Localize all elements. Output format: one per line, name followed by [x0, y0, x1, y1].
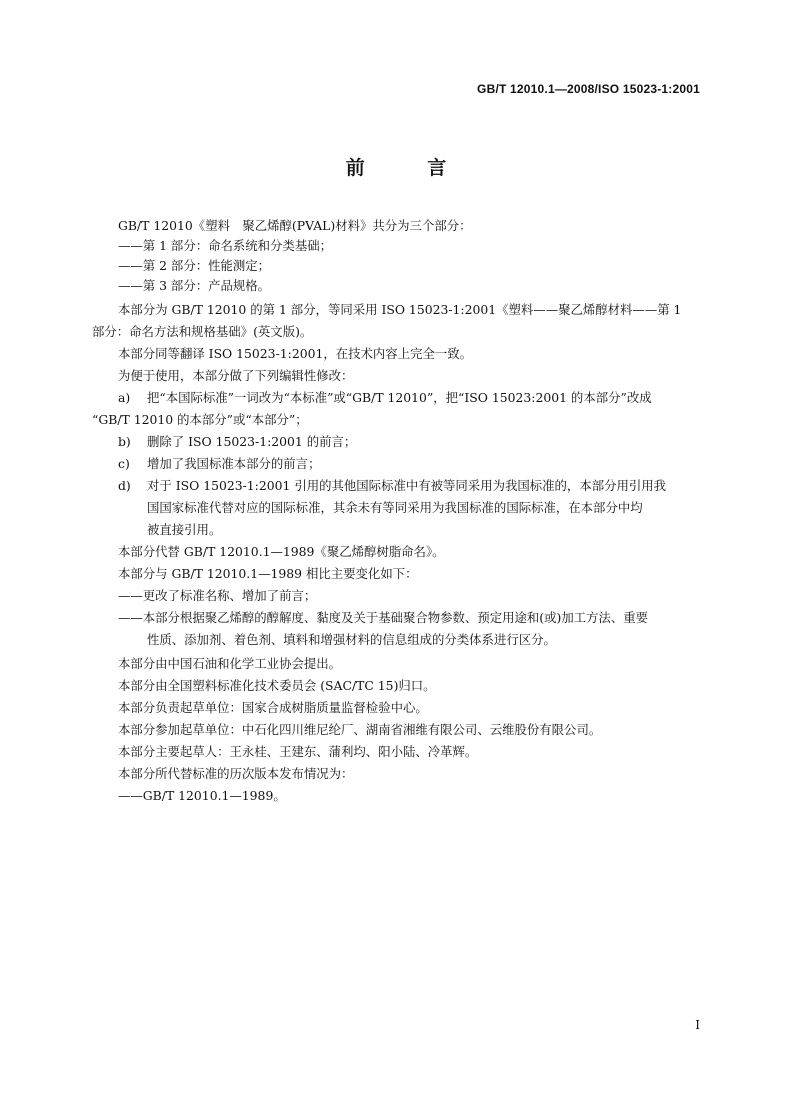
list-item-part1: ——第 1 部分：命名系统和分类基础；: [118, 238, 333, 253]
change-item-1: ——更改了标准名称、增加了前言；: [118, 588, 317, 603]
list-item-c: [118, 454, 320, 474]
page-title: 前 言: [345, 157, 475, 179]
drafters-paragraph: 本部分主要起草人：王永桂、王建东、蒲利均、阳小陆、冷革辉。: [118, 744, 478, 759]
adoption-paragraph-line1: 本部分为 GB/T 12010 的第 1 部分，等同采用 ISO 15023-1:2001《塑料——聚乙烯醇材料——第 1: [118, 302, 682, 317]
translation-paragraph: 本部分同等翻译 ISO 15023-1:2001，在技术内容上完全一致。: [118, 346, 473, 361]
list-item-a: [118, 388, 652, 408]
list-label-c: c): [118, 456, 130, 471]
drafting-unit-paragraph: 本部分负责起草单位：国家合成树脂质量监督检验中心。: [118, 700, 428, 715]
list-item-d: [118, 476, 666, 496]
list-item-b: [118, 432, 356, 452]
list-text-d-line2: 国国家标准代替对应的国际标准，其余未有等同采用为我国标准的国际标准，在本部分中均: [147, 500, 643, 515]
changes-intro: 本部分与 GB/T 12010.1—1989 相比主要变化如下：: [118, 566, 418, 581]
list-text-d-line1: 对于 ISO 15023-1:2001 引用的其他国际标准中有被等同采用为我国标准的，本部分用引用我: [147, 478, 667, 493]
list-label-a: a): [118, 390, 131, 405]
list-text-d-line3: 被直接引用。: [147, 522, 222, 537]
list-text-a-line1: 把“本国际标准”一词改为“本标准”或“GB/T 12010”，把“ISO 15023:2001 的本部分”改成: [147, 390, 652, 405]
list-item-part2: ——第 2 部分：性能测定；: [118, 258, 271, 273]
standard-code-header: GB/T 12010.1—2008/ISO 15023-1:2001: [477, 82, 700, 96]
committee-paragraph: 本部分由全国塑料标准化技术委员会 (SAC/TC 15)归口。: [118, 678, 436, 693]
participating-units-paragraph: 本部分参加起草单位：中石化四川维尼纶厂、湖南省湘维有限公司、云维股份有限公司。: [118, 722, 602, 737]
list-item-part3: ——第 3 部分：产品规格。: [118, 278, 271, 293]
adoption-paragraph-line2: 部分：命名方法和规格基础》(英文版)。: [92, 324, 313, 339]
list-text-b: 删除了 ISO 15023-1:2001 的前言；: [147, 434, 357, 449]
editorial-intro: 为便于使用，本部分做了下列编辑性修改：: [118, 368, 354, 383]
list-text-a-line2: “GB/T 12010 的本部分”或“本部分”；: [92, 412, 308, 427]
history-item: ——GB/T 12010.1—1989。: [118, 788, 286, 803]
change-item-2-line1: ——本部分根据聚乙烯醇的醇解度、黏度及关于基础聚合物参数、预定用途和(或)加工方法、重要: [118, 610, 649, 625]
page-number: I: [695, 1018, 700, 1032]
proposer-paragraph: 本部分由中国石油和化学工业协会提出。: [118, 656, 342, 671]
list-text-c: 增加了我国标准本部分的前言；: [147, 456, 321, 471]
list-label-b: b): [118, 434, 131, 449]
history-intro: 本部分所代替标准的历次版本发布情况为：: [118, 766, 354, 781]
replaces-paragraph: 本部分代替 GB/T 12010.1—1989《聚乙烯醇树脂命名》。: [118, 544, 445, 559]
intro-paragraph: GB/T 12010《塑料 聚乙烯醇(PVAL)材料》共分为三个部分：: [118, 218, 472, 233]
change-item-2-line2: 性质、添加剂、着色剂、填料和增强材料的信息组成的分类体系进行区分。: [147, 632, 556, 647]
list-label-d: d): [118, 478, 131, 493]
